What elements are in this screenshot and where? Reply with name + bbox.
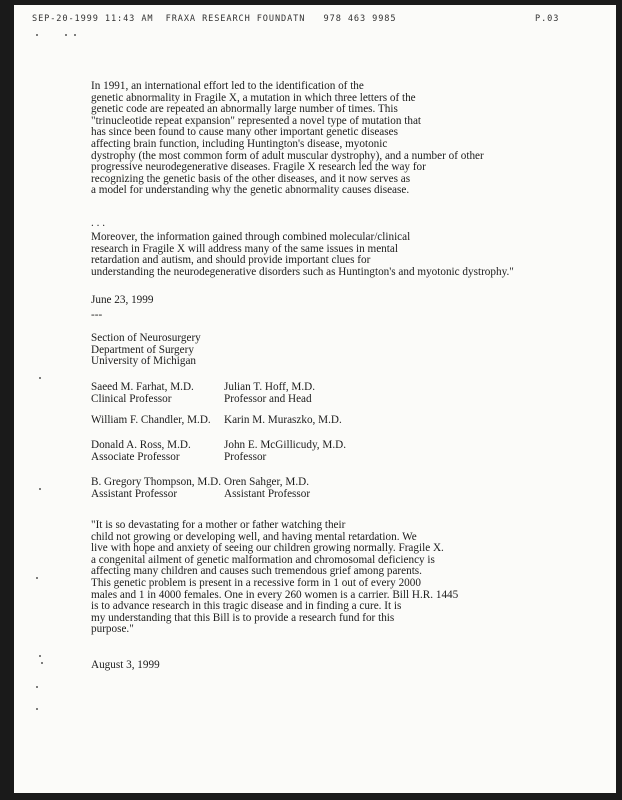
quote-paragraph: [91, 520, 458, 636]
quote-line: my understanding that this Bill is to provide a research fund for this: [91, 611, 395, 624]
signatory-name: William F. Chandler, M.D.: [91, 413, 211, 426]
signatory-right: [224, 382, 315, 406]
scan-speck: [36, 577, 38, 579]
scan-speck: [36, 686, 38, 688]
signatory-title: Clinical Professor: [91, 392, 172, 405]
signatory-name: John E. McGillicudy, M.D.: [224, 439, 347, 452]
signatory-right: [224, 440, 346, 464]
scan-speck: [36, 708, 38, 710]
signatories: [91, 382, 346, 513]
quote-line: is to advance research in this tragic disease and in finding a cure. It is: [91, 600, 402, 613]
scan-speck: [39, 377, 41, 379]
department-line: Department of Surgery: [91, 343, 194, 356]
quote-line: child not growing or developing well, and having mental retardation. We: [91, 530, 417, 543]
signatory-row: [91, 382, 346, 406]
paragraph-1-line: progressive neurodegenerative diseases. Fragile X research led the way for: [91, 161, 426, 174]
signatory-row: [91, 477, 346, 501]
signatory-row: [91, 415, 346, 427]
scan-speck: [36, 34, 38, 36]
ellipsis: . . .: [91, 217, 105, 229]
document-page: [14, 5, 616, 793]
department-line: University of Michigan: [91, 355, 197, 368]
paragraph-1-line: genetic code are repeated an abnormally large number of times. This: [91, 103, 398, 116]
scan-speck: [65, 34, 67, 36]
signatory-title: Assistant Professor: [91, 487, 178, 500]
signatory-title: Associate Professor: [91, 451, 180, 464]
quote-line: a congenital ailment of genetic malformation and chromosomal deficiency is: [91, 553, 435, 566]
signatory-name: B. Gregory Thompson, M.D.: [91, 475, 221, 488]
paragraph-1-line: a model for understanding why the genetic abnormality causes disease.: [91, 184, 410, 197]
signatory-name: Oren Sahger, M.D.: [224, 475, 309, 488]
quote-line: live with hope and anxiety of seeing our children growing normally. Fragile X.: [91, 542, 444, 555]
paragraph-1-line: In 1991, an international effort led to the identification of the: [91, 80, 364, 92]
fax-page-number: P.03: [535, 14, 560, 24]
signatory-left: [91, 477, 224, 501]
scan-speck: [39, 488, 41, 490]
signatory-name: Saeed M. Farhat, M.D.: [91, 381, 194, 393]
scan-speck: [74, 34, 76, 36]
date-august: August 3, 1999: [91, 659, 160, 671]
paragraph-2-line: Moreover, the information gained through combined molecular/clinical: [91, 231, 411, 243]
signatory-name: Donald A. Ross, M.D.: [91, 439, 191, 452]
signatory-name: Karin M. Muraszko, M.D.: [224, 413, 342, 426]
scan-speck: [41, 662, 43, 664]
scan-speck: [39, 655, 41, 657]
quote-line: affecting many children and causes such tremendous grief among parents.: [91, 565, 422, 578]
signatory-name: Julian T. Hoff, M.D.: [224, 381, 316, 393]
separator: ---: [91, 309, 103, 321]
paragraph-1-line: "trinucleotide repeat expansion" represented a novel type of mutation that: [91, 114, 422, 127]
signatory-left: [91, 440, 224, 464]
department-line: Section of Neurosurgery: [91, 332, 201, 344]
date-june: June 23, 1999: [91, 294, 154, 306]
quote-line: "It is so devastating for a mother or father watching their: [91, 519, 346, 531]
quote-line: males and 1 in 4000 females. One in every 260 women is a carrier. Bill H.R. 1445: [91, 588, 459, 601]
signatory-title: Professor and Head: [224, 392, 312, 405]
signatory-left: [91, 415, 224, 427]
paragraph-1-line: affecting brain function, including Huntington's disease, myotonic: [91, 137, 388, 150]
paragraph-2-line: retardation and autism, and should provide important clues for: [91, 254, 371, 267]
paragraph-1-line: has since been found to cause many other important genetic diseases: [91, 126, 398, 139]
paragraph-2-line: understanding the neurodegenerative disorders such as Huntington's and myotonic dystrophy.": [91, 265, 514, 278]
paragraph-1-line: recognizing the genetic basis of the other diseases, and it now serves as: [91, 172, 411, 185]
signatory-title: Professor: [224, 451, 267, 464]
fax-header: SEP-20-1999 11:43 AM FRAXA RESEARCH FOUNDATN 978 463 9985: [32, 14, 397, 24]
paragraph-2-line: research in Fragile X will address many of the same issues in mental: [91, 242, 398, 255]
paragraph-2: [91, 232, 514, 278]
paragraph-1: [91, 81, 484, 197]
quote-line: purpose.": [91, 623, 134, 636]
signatory-title: Assistant Professor: [224, 487, 311, 500]
quote-line: This genetic problem is present in a recessive form in 1 out of every 2000: [91, 576, 421, 589]
signatory-right: [224, 415, 342, 427]
signatory-left: [91, 382, 224, 406]
department-block: [91, 333, 201, 368]
paragraph-1-line: genetic abnormality in Fragile X, a mutation in which three letters of the: [91, 91, 416, 104]
signatory-row: [91, 440, 346, 464]
paragraph-1-line: dystrophy (the most common form of adult muscular dystrophy), and a number of other: [91, 149, 484, 162]
signatory-right: [224, 477, 310, 501]
